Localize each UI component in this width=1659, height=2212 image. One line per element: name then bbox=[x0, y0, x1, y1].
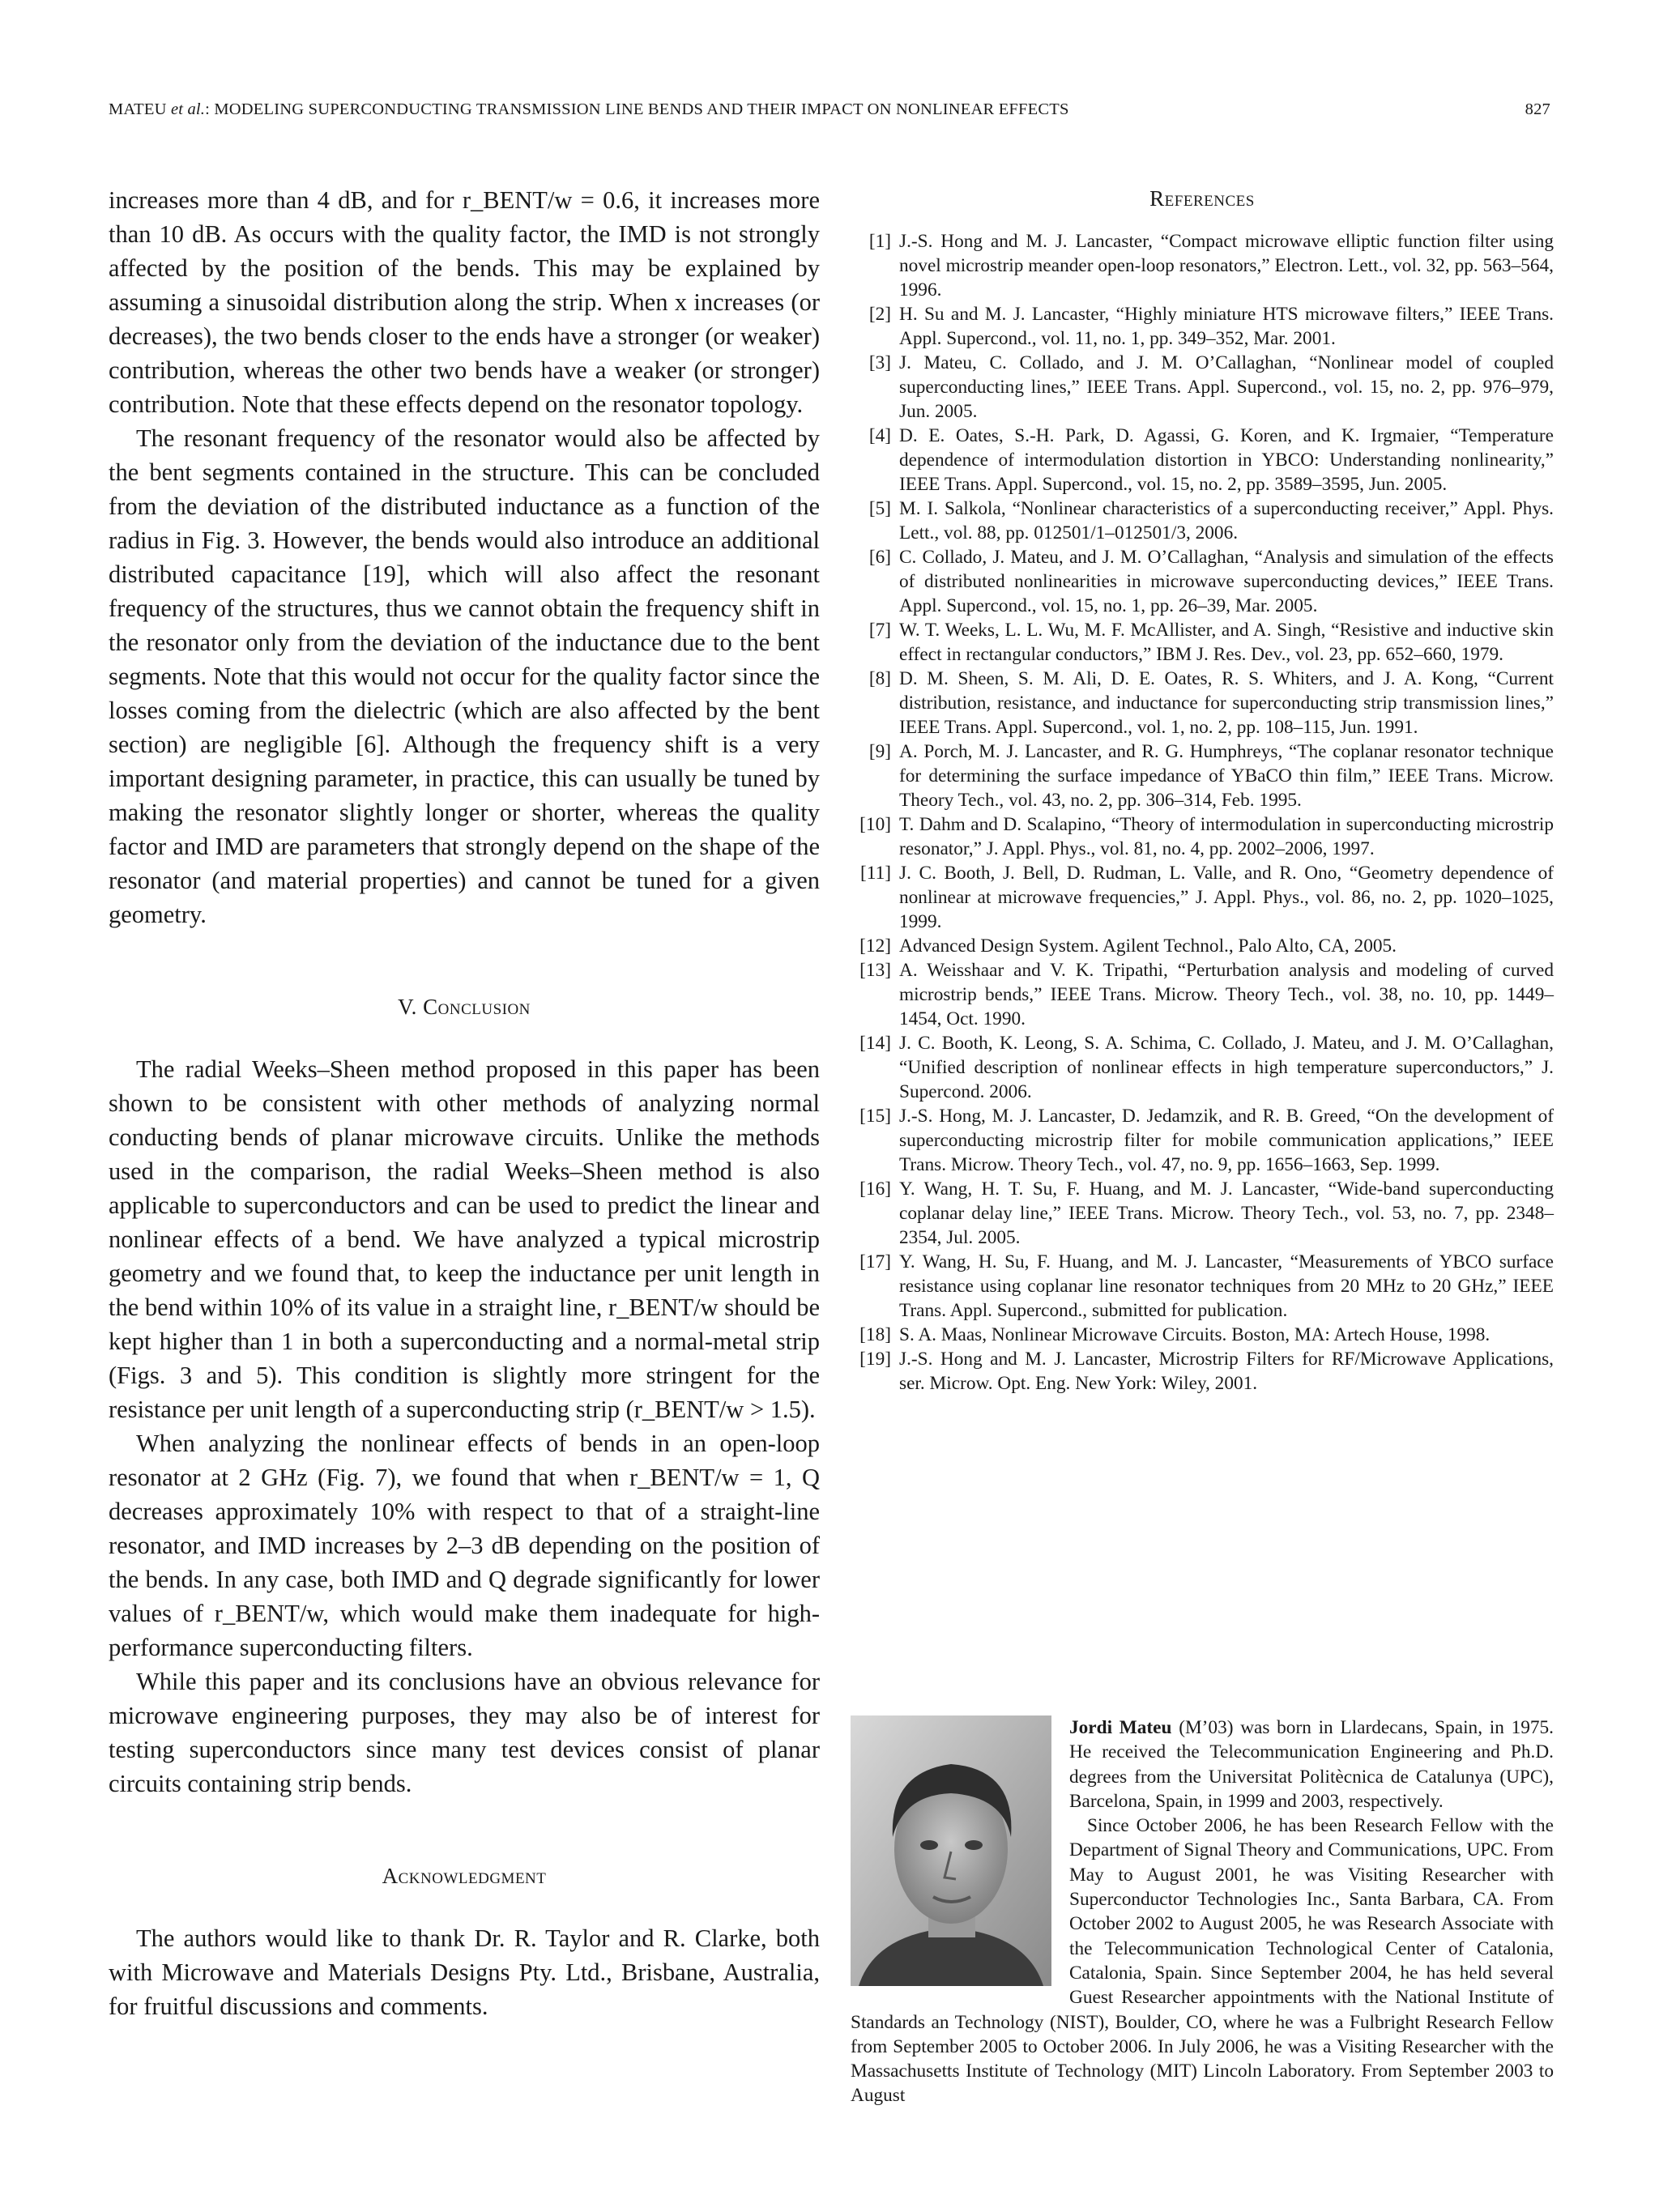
paragraph: The resonant frequency of the resonator would also be affected by the bent segments contained in the structure. This can be concluded from the deviation of the distributed inductance as a function of the radius in Fig. 3. However, the bends would also introduce an additional distributed capacitance [19], which will also affect the resonant frequency of the structures, thus we cannot obtain the frequency shift in the resonator only from the deviation of the inductance due to the bent segments. Note that this would not occur for the quality factor since the losses coming from the dielectric (which are also affected by the bent section) are negligible [6]. Although the frequency shift is a very important designing parameter, in practice, this can usually be tuned by making the resonator slightly longer or shorter, whereas the quality factor and IMD are parameters that strongly depend on the shape of the resonator (and material properties) and cannot be tuned for a given geometry. bbox=[109, 424, 820, 928]
author-photo bbox=[851, 1715, 1051, 1986]
reference-item bbox=[851, 958, 1554, 1031]
right-column bbox=[851, 183, 1554, 1396]
reference-item bbox=[851, 1323, 1554, 1347]
author-biography bbox=[851, 1715, 1554, 2108]
left-column bbox=[109, 183, 820, 2023]
reference-item bbox=[851, 1177, 1554, 1250]
author-name: Jordi Mateu bbox=[1069, 1717, 1172, 1738]
reference-number: [11] bbox=[860, 863, 891, 884]
reference-item bbox=[851, 1250, 1554, 1323]
reference-number: [1] bbox=[868, 231, 891, 252]
reference-item bbox=[851, 1031, 1554, 1104]
paragraph: increases more than 4 dB, and for r_BENT/w = 0.6, it increases more than 10 dB. As occurs with the quality factor, the IMD is not strongly affected by the position of the bends. This may be explained by assuming a sinusoidal distribution along the strip. When x increases (or decreases), the two bends closer to the ends have a stronger (or weaker) contribution, whereas the other two bends have a weaker (or stronger) contribution. Note that these effects depend on the resonator topology. bbox=[109, 186, 820, 418]
reference-text: Y. Wang, H. Su, F. Huang, and M. J. Lancaster, “Measurements of YBCO surface resistance using coplanar line resonator techniques from 20 MHz to 20 GHz,” IEEE Trans. Appl. Supercond., submitted for publication. bbox=[899, 1251, 1554, 1321]
reference-text: J.-S. Hong and M. J. Lancaster, “Compact microwave elliptic function filter using novel microstrip meander open-loop resonators,” Electron. Lett., vol. 32, pp. 563–564, 1996. bbox=[899, 231, 1554, 300]
reference-item bbox=[851, 1347, 1554, 1396]
reference-text: D. E. Oates, S.-H. Park, D. Agassi, G. Koren, and K. Irgmaier, “Temperature dependence of intermodulation distortion in YBCO: Understanding nonlinearity,” IEEE Trans. Appl. Supercond., vol. 15, no. 2, pp. 3589–3595, Jun. 2005. bbox=[899, 425, 1554, 495]
reference-text: C. Collado, J. Mateu, and J. M. O’Callaghan, “Analysis and simulation of the effects of distributed nonlinearities in microwave superconducting devices,” IEEE Trans. Appl. Supercond., vol. 15, no. 1, pp. 26–39, Mar. 2005. bbox=[899, 547, 1554, 616]
reference-number: [3] bbox=[868, 352, 891, 373]
reference-item bbox=[851, 424, 1554, 497]
paragraph: The radial Weeks–Sheen method proposed in this paper has been shown to be consistent with other methods of analyzing normal conducting bends of planar microwave circuits. Unlike the methods used in the comparison, the radial Weeks–Sheen method is also applicable to superconductors and can be used to predict the linear and nonlinear effects of a bend. We have analyzed a typical microstrip geometry and we found that, to keep the inductance per unit length in the bend within 10% of its value in a straight line, r_BENT/w should be kept higher than 1 in both a superconducting and a normal-metal strip (Figs. 3 and 5). This condition is slightly more stringent for the resistance per unit length of a superconducting strip (r_BENT/w > 1.5). bbox=[109, 1055, 820, 1423]
reference-text: J. Mateu, C. Collado, and J. M. O’Callaghan, “Nonlinear model of coupled superconducting lines,” IEEE Trans. Appl. Supercond., vol. 15, no. 2, pp. 976–979, Jun. 2005. bbox=[899, 352, 1554, 422]
page-number: 827 bbox=[1525, 100, 1550, 118]
reference-number: [16] bbox=[859, 1178, 891, 1200]
bio-paragraph: Jordi Mateu (M’03) was born in Llardecans, Spain, in 1975. He received the Telecommunication Engineering and Ph.D. degrees from the Universitat Politècnica de Catalunya (UPC), Barcelona, Spain, in 1999 and 2003, respectively. bbox=[1069, 1717, 1554, 1812]
reference-list bbox=[851, 229, 1554, 1396]
reference-text: D. M. Sheen, S. M. Ali, D. E. Oates, R. S. Whiters, and J. A. Kong, “Current distribution, resistance, and inductance for superconducting strip transmission lines,” IEEE Trans. Appl. Supercond., vol. 1, no. 2, pp. 108–115, Jun. 1991. bbox=[899, 668, 1554, 738]
reference-number: [8] bbox=[868, 668, 891, 689]
reference-number: [12] bbox=[859, 936, 891, 957]
reference-text: J. C. Booth, K. Leong, S. A. Schima, C. Collado, J. Mateu, and J. M. O’Callaghan, “Unified description of nonlinear effects in high temperature superconductors,” J. Supercond. 2006. bbox=[899, 1033, 1554, 1102]
references-heading: References bbox=[1149, 186, 1255, 211]
paragraph: While this paper and its conclusions have an obvious relevance for microwave engineering purposes, they may also be of interest for testing superconductors since many test devices consist of planar circuits containing strip bends. bbox=[109, 1668, 820, 1797]
reference-item bbox=[851, 618, 1554, 667]
reference-number: [2] bbox=[868, 304, 891, 325]
reference-item bbox=[851, 861, 1554, 934]
reference-text: M. I. Salkola, “Nonlinear characteristics of a superconducting receiver,” Appl. Phys. Lett., vol. 88, pp. 012501/1–012501/3, 2006. bbox=[899, 498, 1554, 543]
running-title: MATEU et al.: MODELING SUPERCONDUCTING TRANSMISSION LINE BENDS AND THEIR IMPACT ON NONLINEAR EFFECTS bbox=[109, 100, 1069, 118]
reference-text: J. C. Booth, J. Bell, D. Rudman, L. Valle, and R. Ono, “Geometry dependence of nonlinear at microwave frequencies,” J. Appl. Phys., vol. 86, no. 2, pp. 1020–1025, 1999. bbox=[899, 863, 1554, 932]
reference-item bbox=[851, 934, 1554, 958]
reference-number: [18] bbox=[859, 1324, 891, 1345]
reference-number: [5] bbox=[868, 498, 891, 519]
reference-item bbox=[851, 351, 1554, 424]
reference-item bbox=[851, 739, 1554, 812]
reference-number: [7] bbox=[868, 620, 891, 641]
reference-number: [13] bbox=[859, 960, 891, 981]
reference-item bbox=[851, 497, 1554, 545]
reference-text: Y. Wang, H. T. Su, F. Huang, and M. J. Lancaster, “Wide-band superconducting coplanar delay line,” IEEE Trans. Microw. Theory Tech., vol. 53, no. 7, pp. 2348–2354, Jul. 2005. bbox=[899, 1178, 1554, 1248]
reference-item bbox=[851, 302, 1554, 351]
reference-item bbox=[851, 1104, 1554, 1177]
bio-paragraph: Since October 2006, he has been Research Fellow with the Department of Signal Theory and Communications, UPC. From May to August 2001, he was Visiting Researcher with Superconductor Technologies Inc., Santa Barbara, CA. From October 2002 to August 2005, he was Research Associate with the Telecommunication Technological Center of Catalonia, Catalonia, Spain. Since September 2004, he has held several Guest Researcher appointments with the National Institute of Standards an Technology (NIST), Boulder, CO, where he was a Fulbright Research Fellow from September 2005 to October 2006. In July 2006, he was a Visiting Researcher with the Massachusetts Institute of Technology (MIT) Lincoln Laboratory. From September 2003 to August bbox=[851, 1815, 1554, 2107]
reference-item bbox=[851, 667, 1554, 739]
reference-text: H. Su and M. J. Lancaster, “Highly miniature HTS microwave filters,” IEEE Trans. Appl. Supercond., vol. 11, no. 1, pp. 349–352, Mar. 2001. bbox=[899, 304, 1554, 349]
reference-text: J.-S. Hong and M. J. Lancaster, Microstrip Filters for RF/Microwave Applications, ser. Microw. Opt. Eng. New York: Wiley, 2001. bbox=[899, 1349, 1554, 1394]
paragraph: The authors would like to thank Dr. R. Taylor and R. Clarke, both with Microwave and Materials Designs Pty. Ltd., Brisbane, Australia, for fruitful discussions and comments. bbox=[109, 1924, 820, 2020]
reference-text: A. Weisshaar and V. K. Tripathi, “Perturbation analysis and modeling of curved microstrip bends,” IEEE Trans. Microw. Theory Tech., vol. 38, no. 10, pp. 1449–1454, Oct. 1990. bbox=[899, 960, 1554, 1029]
reference-number: [6] bbox=[868, 547, 891, 568]
reference-number: [10] bbox=[859, 814, 891, 835]
reference-text: A. Porch, M. J. Lancaster, and R. G. Humphreys, “The coplanar resonator technique for determining the surface impedance of YBaCO thin film,” IEEE Trans. Microw. Theory Tech., vol. 43, no. 2, pp. 306–314, Feb. 1995. bbox=[899, 741, 1554, 811]
reference-number: [15] bbox=[859, 1106, 891, 1127]
reference-text: J.-S. Hong, M. J. Lancaster, D. Jedamzik, and R. B. Greed, “On the development of superconducting microstrip filter for mobile communication applications,” IEEE Trans. Microw. Theory Tech., vol. 47, no. 9, pp. 1656–1663, Sep. 1999. bbox=[899, 1106, 1554, 1175]
paragraph: When analyzing the nonlinear effects of bends in an open-loop resonator at 2 GHz (Fig. 7), we found that when r_BENT/w = 1, Q decreases approximately 10% with respect to that of a straight-line resonator, and IMD increases by 2–3 dB depending on the position of the bends. In any case, both IMD and Q degrade significantly for lower values of r_BENT/w, which would make them inadequate for high-performance superconducting filters. bbox=[109, 1430, 820, 1661]
reference-number: [4] bbox=[868, 425, 891, 446]
reference-text: Advanced Design System. Agilent Technol., Palo Alto, CA, 2005. bbox=[899, 936, 1397, 957]
reference-text: T. Dahm and D. Scalapino, “Theory of intermodulation in superconducting microstrip resonator,” J. Appl. Phys., vol. 81, no. 4, pp. 2002–2006, 1997. bbox=[899, 814, 1554, 859]
reference-item bbox=[851, 812, 1554, 861]
reference-item bbox=[851, 545, 1554, 618]
running-head bbox=[109, 100, 1550, 119]
reference-item bbox=[851, 229, 1554, 302]
reference-number: [9] bbox=[868, 741, 891, 762]
section-heading-conclusion: V. Conclusion bbox=[398, 995, 531, 1019]
reference-text: S. A. Maas, Nonlinear Microwave Circuits. Boston, MA: Artech House, 1998. bbox=[899, 1324, 1491, 1345]
reference-number: [14] bbox=[859, 1033, 891, 1054]
section-heading-acknowledgment: Acknowledgment bbox=[382, 1864, 547, 1888]
reference-number: [19] bbox=[859, 1349, 891, 1370]
reference-number: [17] bbox=[859, 1251, 891, 1272]
reference-text: W. T. Weeks, L. L. Wu, M. F. McAllister, and A. Singh, “Resistive and inductive skin effect in rectangular conductors,” IBM J. Res. Dev., vol. 23, pp. 652–660, 1979. bbox=[899, 620, 1554, 665]
